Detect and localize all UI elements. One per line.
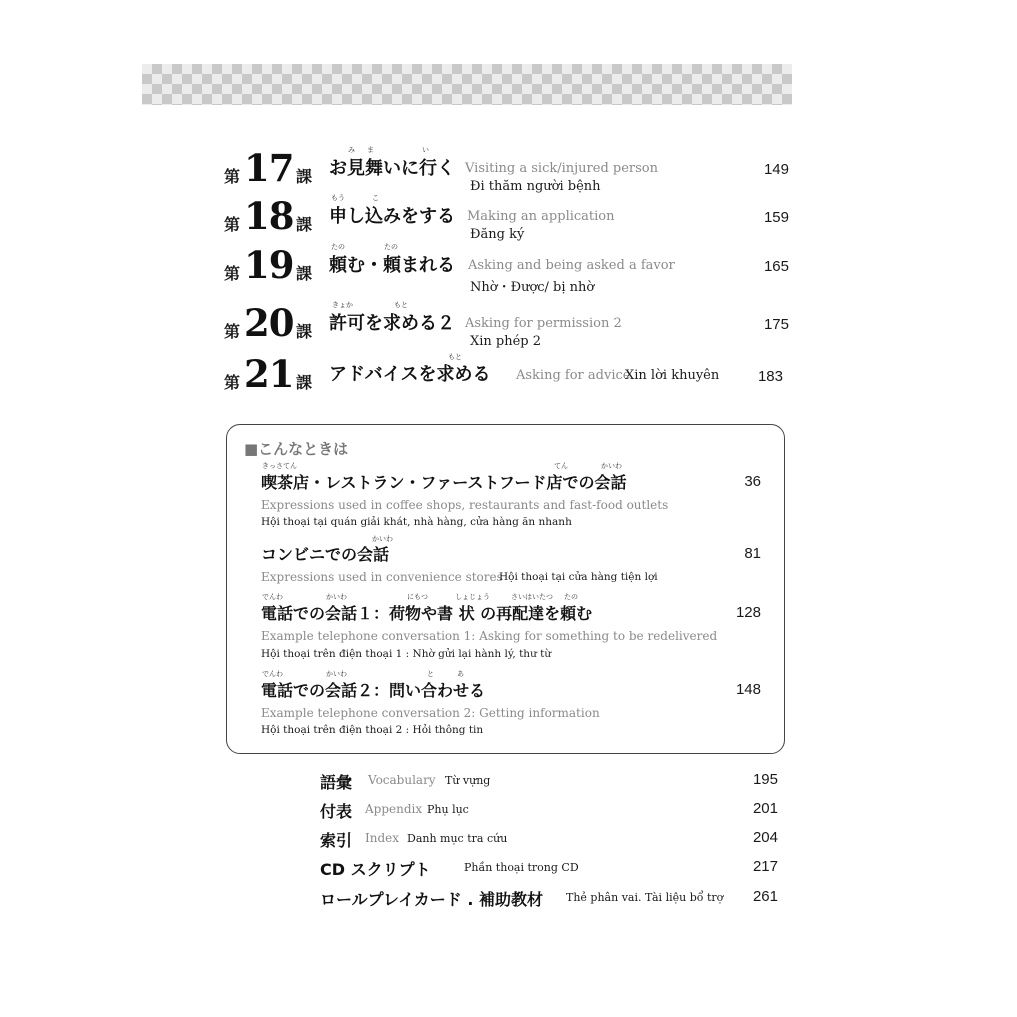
toc-entry-situation-convenience[interactable] — [261, 534, 761, 586]
toc-entry-situation-cafe[interactable] — [261, 462, 761, 532]
furigana: かいわ — [326, 670, 347, 678]
page-number: 201 — [752, 800, 778, 817]
situation-title: 喫茶店・レストラン・ファーストフード店での会話 — [261, 473, 627, 492]
situation-title-en: Example telephone conversation 1: Asking for something to be redelivered — [261, 629, 718, 643]
backmatter-title: 付表 — [320, 802, 353, 821]
furigana: たの — [564, 593, 578, 601]
lesson-suffix: 課 — [296, 322, 313, 341]
lesson-title-en: Asking for permission 2 — [465, 316, 622, 331]
situation-title-en: Expressions used in coffee shops, restaurants and fast-food outlets — [261, 498, 669, 512]
lesson-number: 20 — [244, 301, 294, 345]
lesson-title: 許可を求める２ — [329, 313, 455, 334]
page-number: 261 — [752, 888, 778, 905]
lesson-title-vi: Xin phép 2 — [470, 334, 542, 349]
toc-entry-situation-phone-1[interactable] — [261, 592, 761, 664]
furigana: かいわ — [601, 462, 622, 470]
page-number: 175 — [763, 316, 789, 333]
furigana: い — [422, 146, 429, 154]
lesson-prefix: 第 — [224, 373, 241, 392]
toc-entry-lesson-18[interactable] — [224, 194, 789, 242]
furigana: たの — [331, 243, 345, 251]
situation-title: 電話での会話２：問い合わせる — [261, 681, 486, 700]
toc-entry-lesson-17[interactable] — [224, 146, 789, 194]
lesson-title-vi: Đăng ký — [470, 227, 525, 242]
furigana: かいわ — [326, 593, 347, 601]
toc-entry-appendix[interactable] — [320, 799, 778, 823]
backmatter-title-en: Index — [365, 831, 400, 845]
furigana: もと — [448, 353, 462, 361]
page-number: 81 — [744, 545, 761, 562]
furigana: たの — [384, 243, 398, 251]
situations-header: ■こんなときは — [244, 440, 349, 458]
lesson-title-vi: Đi thăm người bệnh — [470, 179, 601, 194]
furigana: てん — [554, 462, 568, 470]
page-number: 36 — [744, 473, 761, 490]
furigana: しょじょう — [455, 593, 490, 601]
backmatter-title-vi: Phụ lục — [427, 803, 469, 816]
backmatter-title-vi: Thẻ phân vai. Tài liệu bổ trợ — [566, 891, 724, 904]
lesson-title-vi: Xin lời khuyên — [625, 368, 720, 383]
furigana: でんわ — [262, 670, 283, 678]
checker-banner — [142, 64, 792, 105]
toc-entry-lesson-21[interactable] — [224, 352, 789, 400]
lesson-number: 17 — [244, 146, 294, 190]
furigana: きっさてん — [262, 462, 297, 470]
furigana: でんわ — [262, 593, 283, 601]
lesson-suffix: 課 — [296, 215, 313, 234]
furigana: ま — [367, 146, 374, 154]
lesson-prefix: 第 — [224, 322, 241, 341]
lesson-title-vi: Nhờ・Được/ bị nhờ — [470, 280, 595, 295]
furigana: あ — [457, 670, 464, 678]
situation-title: 電話での会話１：荷物や書 状 の再配達を頼む — [261, 604, 593, 623]
furigana: かいわ — [372, 535, 393, 543]
furigana: きょか — [332, 301, 353, 309]
situation-title-en: Expressions used in convenience stores — [261, 570, 503, 584]
lesson-prefix: 第 — [224, 215, 241, 234]
furigana: さいはいたつ — [511, 593, 553, 601]
furigana: もと — [394, 301, 408, 309]
furigana: と — [427, 670, 434, 678]
lesson-prefix: 第 — [224, 264, 241, 283]
toc-entry-lesson-20[interactable] — [224, 301, 789, 349]
backmatter-title-vi: Danh mục tra cứu — [407, 832, 508, 845]
toc-entry-lesson-19[interactable] — [224, 243, 789, 295]
page-number: 217 — [752, 858, 778, 875]
lesson-title-en: Asking and being asked a favor — [468, 258, 675, 273]
toc-entry-index[interactable] — [320, 828, 778, 852]
toc-entry-vocabulary[interactable] — [320, 770, 778, 794]
toc-entry-cd-script[interactable] — [320, 857, 778, 881]
lesson-number: 19 — [244, 243, 294, 287]
lesson-number: 18 — [244, 194, 294, 238]
furigana: もう — [331, 194, 345, 202]
lesson-title: 申し込みをする — [329, 206, 455, 227]
backmatter-title: 索引 — [320, 831, 353, 850]
page-number: 183 — [757, 368, 783, 385]
furigana: こ — [372, 194, 379, 202]
backmatter-title: 語彙 — [320, 773, 353, 792]
backmatter-title-vi: Từ vựng — [445, 774, 491, 787]
lesson-title-en: Visiting a sick/injured person — [465, 161, 659, 176]
furigana: み — [348, 146, 355, 154]
toc-entry-roleplay-cards[interactable] — [320, 887, 778, 911]
backmatter-title: ロールプレイカード . 補助教材 — [320, 890, 543, 909]
toc-entry-situation-phone-2[interactable] — [261, 669, 761, 741]
backmatter-title: CD スクリプト — [320, 860, 431, 879]
page-number: 148 — [735, 681, 761, 698]
situation-title-vi: Hội thoại tại quán giải khát, nhà hàng, cửa hàng ăn nhanh — [261, 516, 572, 528]
page-number: 149 — [763, 161, 789, 178]
lesson-title: 頼む・頼まれる — [329, 255, 455, 276]
page-number: 165 — [763, 258, 789, 275]
lesson-title-en: Making an application — [467, 209, 615, 224]
lesson-title-en: Asking for advice — [516, 368, 631, 383]
lesson-number: 21 — [244, 352, 294, 396]
lesson-suffix: 課 — [296, 373, 313, 392]
lesson-prefix: 第 — [224, 167, 241, 186]
page-number: 204 — [752, 829, 778, 846]
page-number: 128 — [735, 604, 761, 621]
situation-title-vi: Hội thoại trên điện thoại 1 : Nhờ gửi lại hành lý, thư từ — [261, 648, 552, 660]
backmatter-title-vi: Phần thoại trong CD — [464, 861, 579, 874]
lesson-title: アドバイスを求める — [329, 364, 491, 385]
backmatter-title-en: Appendix — [365, 802, 423, 816]
lesson-suffix: 課 — [296, 264, 313, 283]
situation-title-en: Example telephone conversation 2: Getting information — [261, 706, 600, 720]
situation-title: コンビニでの会話 — [261, 545, 390, 564]
lesson-suffix: 課 — [296, 167, 313, 186]
page-number: 195 — [752, 771, 778, 788]
lesson-title: お見舞いに行く — [329, 158, 455, 179]
situation-title-vi: Hội thoại trên điện thoại 2 : Hỏi thông tin — [261, 724, 484, 736]
furigana: にもつ — [407, 593, 428, 601]
backmatter-title-en: Vocabulary — [368, 773, 436, 787]
situation-title-vi: Hội thoại tại cửa hàng tiện lợi — [499, 571, 658, 583]
page-number: 159 — [763, 209, 789, 226]
